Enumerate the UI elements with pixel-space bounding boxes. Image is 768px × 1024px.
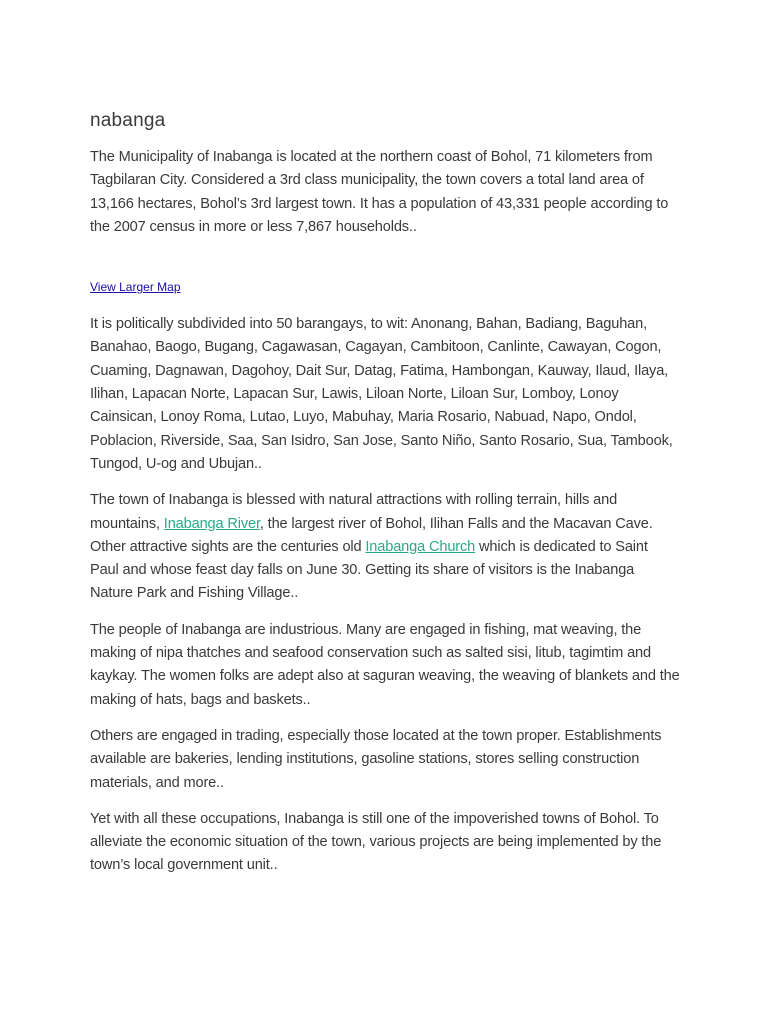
view-larger-map-link[interactable]: View Larger Map [90,280,181,295]
barangays-paragraph: It is politically subdivided into 50 barangays, to wit: Anonang, Bahan, Badiang, Baguhan, Banahao, Baogo, Bugang, Cagawasan, Cagayan, Cambitoon, Canlinte, Cawayan, Cogon, Cuaming, Dagnawan, Dagohoy, Dait Sur, Datag, Fatima, Hambongan, Kauway, Ilaud, Ilaya, Ilihan, Lapacan Norte, Lapacan Sur, Lawis, Liloan Norte, Liloan Sur, Lomboy, Lonoy Cainsican, Lonoy Roma, Lutao, Luyo, Mabuhay, Maria Rosario, Nabuad, Napo, Ondol, Poblacion, Riverside, Saa, San Isidro, San Jose, Santo Niño, Santo Rosario, Sua, Tambook, Tungod, U-og and Ubujan.. [90,316,673,472]
attractions-text-2: , the largest river of Bohol, Ilihan Falls and the Macavan Cave. Other attractive sights are the centuries old [90,515,653,555]
attractions-paragraph [90,489,680,605]
attractions-text-1: The town of Inabanga is blessed with natural attractions with rolling terrain, hills and mountains, [90,492,618,532]
inabanga-river-link[interactable]: Inabanga River [163,515,260,532]
attractions-text-3: which is dedicated to Saint Paul and whose feast day falls on June 30. Getting its share of visitors is the Inabanga Nature Park and Fishing Village.. [90,538,648,602]
article-body [90,108,680,878]
economy-paragraph: Yet with all these occupations, Inabanga is still one of the impoverished towns of Bohol. To alleviate the economic situation of the town, various projects are being implemented by the town’s local government unit.. [90,810,662,874]
inabanga-church-link[interactable]: Inabanga Church [365,538,476,555]
intro-paragraph: The Municipality of Inabanga is located at the northern coast of Bohol, 71 kilometers from Tagbilaran City. Considered a 3rd class municipality, the town covers a total land area of 13,166 hectares, Bohol’s 3rd largest town. It has a population of 43,331 people according to the 2007 census in more or less 7,867 households.. [90,149,669,235]
trading-paragraph: Others are engaged in trading, especially those located at the town proper. Establishments available are bakeries, lending institutions, gasoline stations, stores selling construction materials, and more.. [90,727,662,791]
page-title: nabanga [90,110,166,131]
people-paragraph: The people of Inabanga are industrious. Many are engaged in fishing, mat weaving, the making of nipa thatches and seafood conservation such as salted sisi, litub, tagimtim and kaykay. The women folks are adept also at saguran weaving, the weaving of blankets and the making of hats, bags and baskets.. [90,621,680,708]
